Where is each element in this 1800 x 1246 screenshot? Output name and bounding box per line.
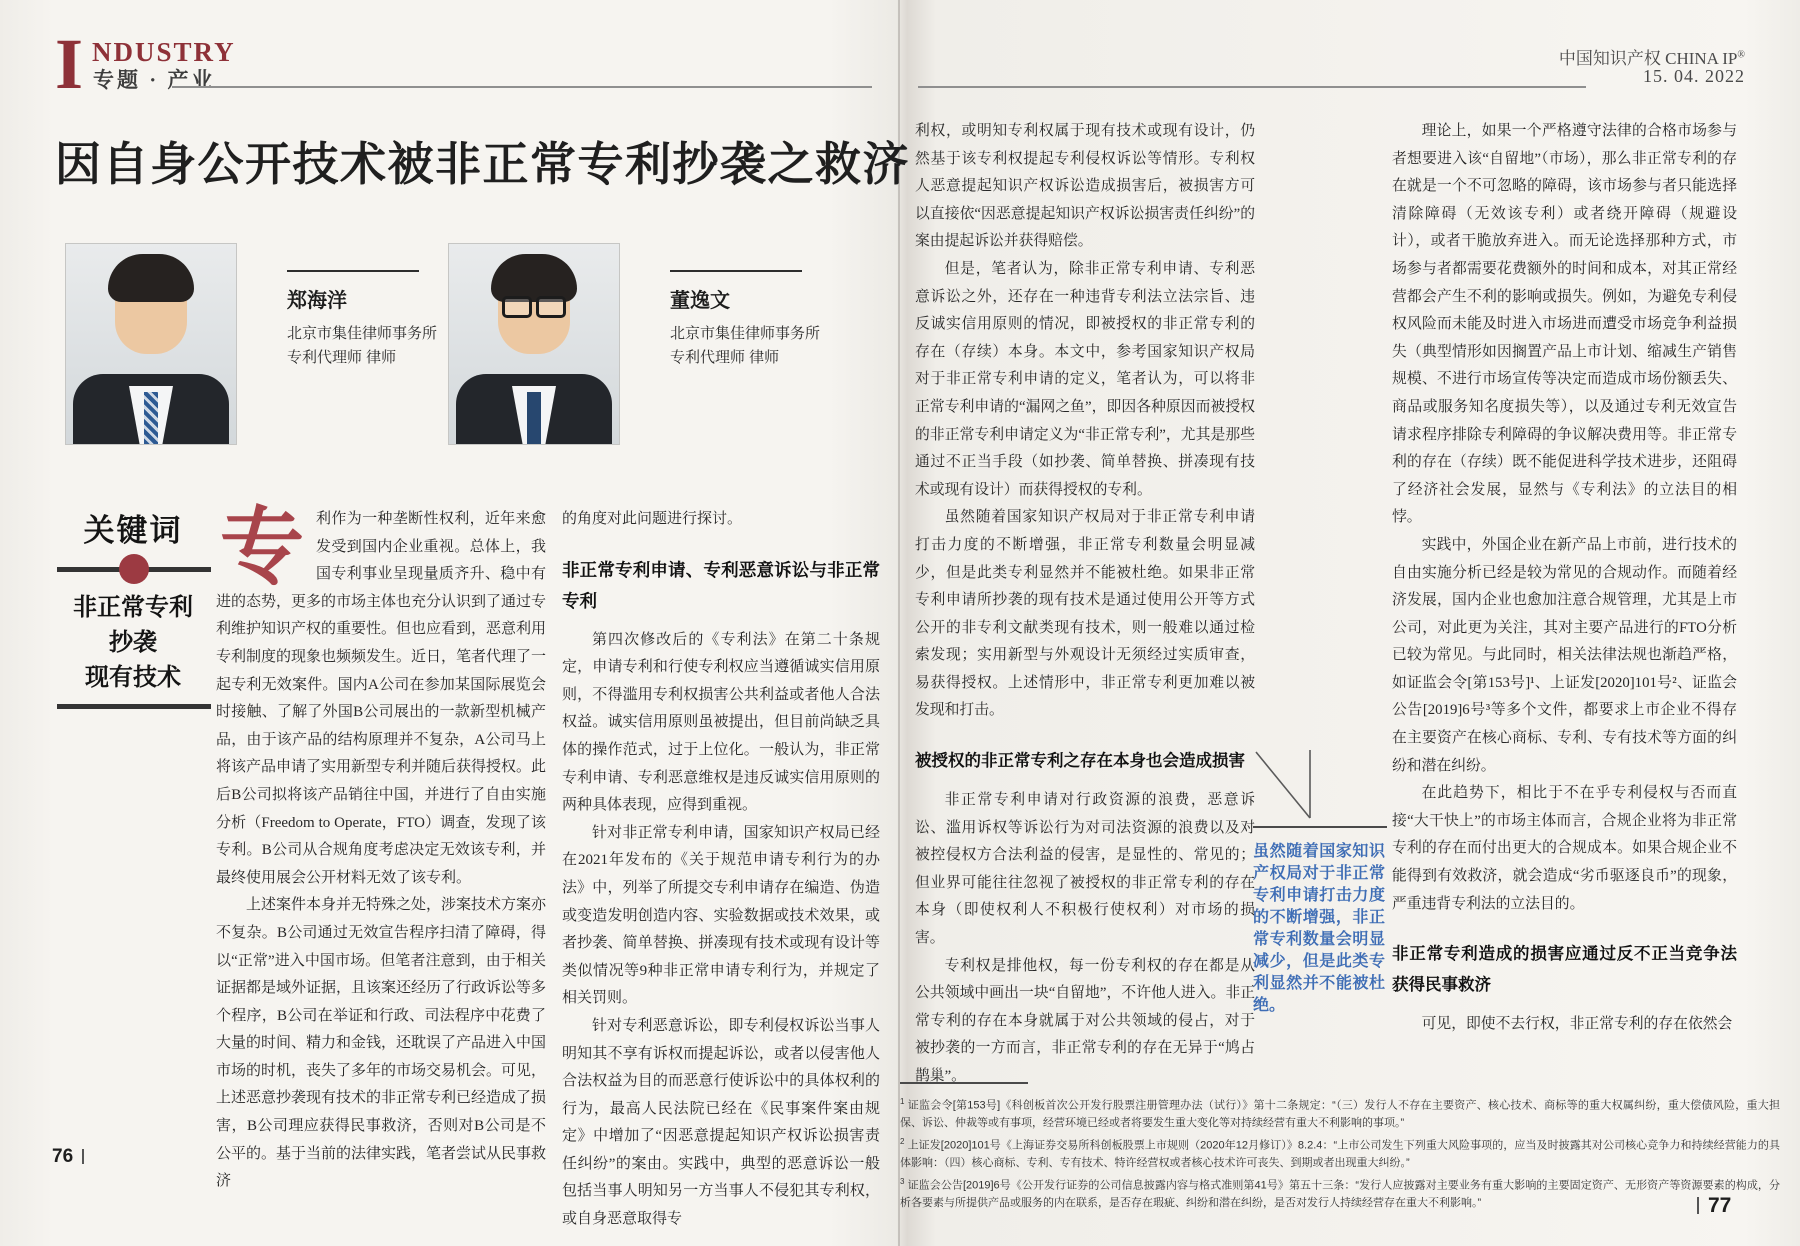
author-firm: 北京市集佳律师事务所 <box>287 325 438 342</box>
left-header-rule <box>172 86 872 88</box>
portrait-hair <box>108 254 194 302</box>
section-heading-2: 被授权的非正常专利之存在本身也会造成损害 <box>915 752 1245 771</box>
paragraph: 利作为一种垄断性权利，近年来愈发受到国内企业重视。总体上，我国专利事业呈现量质齐升、稳中有进的态势，更多的市场主体也充分认识到了通过专利维护知识产权的重要性。但也应看到，恶意利用专利制度的现象也频频发生。近日，笔者代理了一起专利无效案件。国内A公司在参加某国际展览会时接触、了解了外国B公司展出的一款新型机械产品，由于该产品的结构原理并不复杂，A公司马上将该产品申请了实用新型专利并随后获得授权。此后B公司拟将该产品销往中国，并进行了自由实施分析（Freedom to Operate，FTO）调查，发现了该专利。B公司从合规角度考虑决定无效该专利，并最终使用展会公开材料无效了该专利。 <box>216 511 547 886</box>
paragraph: 实践中，外国企业在新产品上市前，进行技术的自由实施分析已经是较为常见的合规动作。而随着经济发展，国内企业也愈加注意合规管理，尤其是上市公司，对此更为关注，其对主要产品进行的FTO分析已较为常见。与此同时，相关法律法规也渐趋严格，如证监会令[第153号]¹、上证发[2020]101号²、证监会公告[2019]6号³等多个文件，都要求上市企业不得存在主要资产在核心商标、专利、专有技术等方面的纠纷和潜在纠纷。 <box>1392 536 1737 774</box>
dropcap: 专 <box>220 502 305 595</box>
keyword: 现有技术 <box>85 665 181 691</box>
section-heading-1: 非正常专利申请、专利恶意诉讼与非正常专利 <box>562 559 880 611</box>
footnote <box>900 1133 1780 1173</box>
author-name: 郑海洋 <box>287 290 347 312</box>
author-role: 专利代理师 律师 <box>287 349 397 366</box>
page-number-left <box>52 1146 93 1168</box>
keywords-bottom-bar <box>57 704 211 709</box>
author-role: 专利代理师 律师 <box>670 349 780 366</box>
keywords-heading: 关键词 <box>83 513 183 548</box>
page-number-divider <box>1697 1197 1699 1214</box>
paragraph: 专利权是排他权，每一份专利权的存在都是从公共领域中画出一块“自留地”，不许他人进入。非正常专利的存在本身就属于对公共领域的侵占，对于被抄袭的一方而言，非正常专利的存在无异于“鸠占鹊巢”。 <box>915 957 1255 1084</box>
pull-quote-text: 虽然随着国家知识产权局对于非正常专利申请打击力度的不断增强，非正常专利数量会明显减少，但是此类专利显然并不能被杜绝。 <box>1253 843 1385 1014</box>
footnote-text: 上证发[2020]101号《上海证券交易所科创板股票上市规则（2020年12月修订）》8.2.4：“上市公司发生下列重大风险事项的，应当及时披露其对公司核心竞争力和持续经营能力的具体影响：（四）核心商标、专利、专有技术、特许经营权或者核心技术许可丧失、到期或者出现重大纠纷。” <box>900 1139 1781 1170</box>
author-photo-dong <box>448 243 620 445</box>
page-number-value: 77 <box>1708 1194 1732 1217</box>
footnote <box>900 1173 1780 1213</box>
paragraph: 理论上，如果一个严格遵守法律的合格市场参与者想要进入该“自留地”（市场），那么非正常专利的存在就是一个不可忽略的障碍，该市场参与者只能选择清除障碍（无效该专利）或者绕开障碍（规避设计），或者干脆放弃进入。而无论选择那种方式，市场参与者都需要花费额外的时间和成本，对其正常经营都会产生不利的影响或损失。例如，为避免专利侵权风险而未能及时进入市场进而遭受市场竞争利益损失（典型情形如因搁置产品上市计划、缩减生产销售规模、不进行市场宣传等决定而造成市场份额丢失、商品或服务知名度损失等），以及通过专利无效宣告请求程序排除专利障碍的争议解决费用等。非正常专利的存在（存续）既不能促进科学技术进步，还阻碍了经济社会发展，显然与《专利法》的立法目的相悖。 <box>1392 123 1737 526</box>
paragraph: 针对专利恶意诉讼，即专利侵权诉讼当事人明知其不享有诉权而提起诉讼，或者以侵害他人合法权益为目的而恶意行使诉讼中的具体权利的行为，最高人民法院已经在《民事案件案由规定》中增加了“因恶意提起知识产权诉讼损害责任纠纷”的案由。实践中，典型的恶意诉讼一般包括当事人明知另一方当事人不侵犯其专利权，或自身恶意取得专 <box>562 1017 880 1228</box>
portrait-hair <box>491 254 577 302</box>
issue-date: 15. 04. 2022 <box>1643 66 1745 86</box>
paragraph: 的角度对此问题进行探讨。 <box>562 511 743 527</box>
paragraph: 第四次修改后的《专利法》在第二十条规定，申请专利和行使专利权应当遵循诚实信用原则，不得滥用专利权损害公共利益或者他人合法权益。诚实信用原则虽被提出，但目前尚缺乏具体的操作范式，过于上位化。一般认为，非正常专利申请、专利恶意维权是违反诚实信用原则的两种具体表现，应得到重视。 <box>562 631 880 814</box>
section-initial: I <box>55 24 84 104</box>
page-number-divider <box>82 1149 84 1164</box>
author-name: 董逸文 <box>670 290 730 312</box>
paragraph: 可见，即使不去行权，非正常专利的存在依然会 <box>1421 1016 1733 1033</box>
portrait-tie <box>144 392 158 444</box>
footnote-mark: 2 <box>900 1136 905 1146</box>
paragraph: 针对非正常专利申请，国家知识产权局已经在2021年发布的《关于规范申请专利行为的办法》中，列举了所提交专利申请存在编造、伪造或变造发明创造内容、实验数据或技术效果，或者抄袭、简单替换、拼凑现有技术或现有设计等类似情况等9种非正常申请专利行为，并规定了相关罚则。 <box>562 824 880 1007</box>
pull-quote-arrow-ornament <box>1253 738 1389 830</box>
paragraph: 虽然随着国家知识产权局对于非正常专利申请打击力度的不断增强，非正常专利数量会明显减少，但是此类专利显然并不能被杜绝。如果非正常专利申请所抄袭的现有技术是通过使用公开等方式公开的非专利文献类现有技术，则一般难以通过检索发现；实用新型与外观设计无须经过实质审查，易获得授权。上述情形中，非正常专利更加难以被发现和打击。 <box>915 509 1255 719</box>
paragraph: 利权，或明知专利权属于现有技术或现有设计，仍然基于该专利权提起专利侵权诉讼等情形。专利权人恶意提起知识产权诉讼造成损害后，被损害方可以直接依“因恶意提起知识产权诉讼损害责任纠纷”的案由提起诉讼并获得赔偿。 <box>915 123 1255 250</box>
page-number-right <box>1688 1194 1731 1218</box>
pull-quote-block <box>1253 738 1389 1017</box>
footnotes-block <box>900 1082 1780 1213</box>
registered-mark: ® <box>1737 49 1745 61</box>
paragraph: 上述案件本身并无特殊之处，涉案技术方案亦不复杂。B公司通过无效宣告程序扫清了障碍，得以“正常”进入中国市场。但笔者注意到，由于相关证据都是域外证据，且该案还经历了行政诉讼等多个程序，B公司在举证和行政、司法程序中花费了大量的时间、精力和金钱，还耽误了产品进入中国市场的时机，丧失了多年的市场交易机会。可见，上述恶意抄袭现有技术的非正常专利已经造成了损害，B公司理应获得民事救济，否则对B公司是不公平的。基于当前的法律实践，笔者尝试从民事救济 <box>216 897 547 1190</box>
section-name-en: NDUSTRY <box>92 37 236 67</box>
footnote <box>900 1093 1780 1133</box>
author-rule <box>670 270 802 272</box>
author-photo-zheng <box>65 243 237 445</box>
left-column-2 <box>562 506 880 1234</box>
left-column-1 <box>216 502 547 1196</box>
keyword: 抄袭 <box>109 630 157 656</box>
paragraph: 在此趋势下，相比于不在乎专利侵权与否而直接“大干快上”的市场主体而言，合规企业将为非正常专利的存在而付出更大的合规成本。如果合规企业不能得到有效救济，就会造成“劣币驱逐良币”的现象，严重违背专利法的立法目的。 <box>1392 785 1737 912</box>
brand-text: 中国知识产权 CHINA IP <box>1558 49 1738 68</box>
footnote-mark: 3 <box>900 1176 905 1186</box>
section-name-cn: 专题 · 产业 <box>93 68 216 92</box>
footnote-text: 证监会公告[2019]6号《公开发行证券的公司信息披露内容与格式准则第41号》第五十三条：“发行人应披露对主要业务有重大影响的主要固定资产、无形资产等资源要素的构成，分析各要素与所提供产品或服务的内在联系，是否存在瑕疵、纠纷和潜在纠纷，是否对发行人持续经营存在重大不利影响。” <box>900 1179 1781 1209</box>
section-heading-3: 非正常专利造成的损害应通过反不正当竞争法获得民事救济 <box>1392 945 1737 995</box>
footnote-text: 证监会令[第153号]《科创板首次公开发行股票注册管理办法（试行）》第十二条规定：“（三）发行人不存在主要资产、核心技术、商标等的重大权属纠纷，重大偿债风险，重大担保、诉讼、仲裁等或有事项，经营环境已经或者将要发生重大变化等对持续经营有重大不利影响的事项。” <box>900 1099 1781 1130</box>
right-column-2 <box>1392 118 1737 1039</box>
paragraph: 但是，笔者认为，除非正常专利申请、专利恶意诉讼之外，还存在一种违背专利法立法宗旨、违反诚实信用原则的情况，即被授权的非正常专利的存在（存续）本身。本文中，参考国家知识产权局对于非正常专利申请的定义，笔者认为，可以将非正常专利申请的“漏网之鱼”，即因各种原因而被授权的非正常专利申请定义为“非正常专利”，尤其是那些通过不正当手段（如抄袭、简单替换、拼凑现有技术或现有设计）而获得授权的专利。 <box>915 260 1255 498</box>
keywords-dot <box>119 554 149 584</box>
page-number-value: 76 <box>52 1146 74 1167</box>
author-rule <box>287 270 419 272</box>
article-title: 因自身公开技术被非正常专利抄袭之救济 <box>55 138 910 190</box>
portrait-glasses <box>502 296 566 314</box>
portrait-tie <box>527 392 541 444</box>
right-column-1 <box>915 118 1255 1091</box>
author-firm: 北京市集佳律师事务所 <box>670 325 821 342</box>
footnote-mark: 1 <box>900 1097 905 1106</box>
keyword: 非正常专利 <box>73 595 193 621</box>
footnote-rule <box>900 1082 1028 1084</box>
paragraph: 非正常专利申请对行政资源的浪费，恶意诉讼、滥用诉权等诉讼行为对司法资源的浪费以及对被控侵权方合法利益的侵害，是显性的、常见的；但业界可能往往忽视了被授权的非正常专利的存在本身（即使权利人不积极行使权利）对市场的损害。 <box>915 792 1255 947</box>
